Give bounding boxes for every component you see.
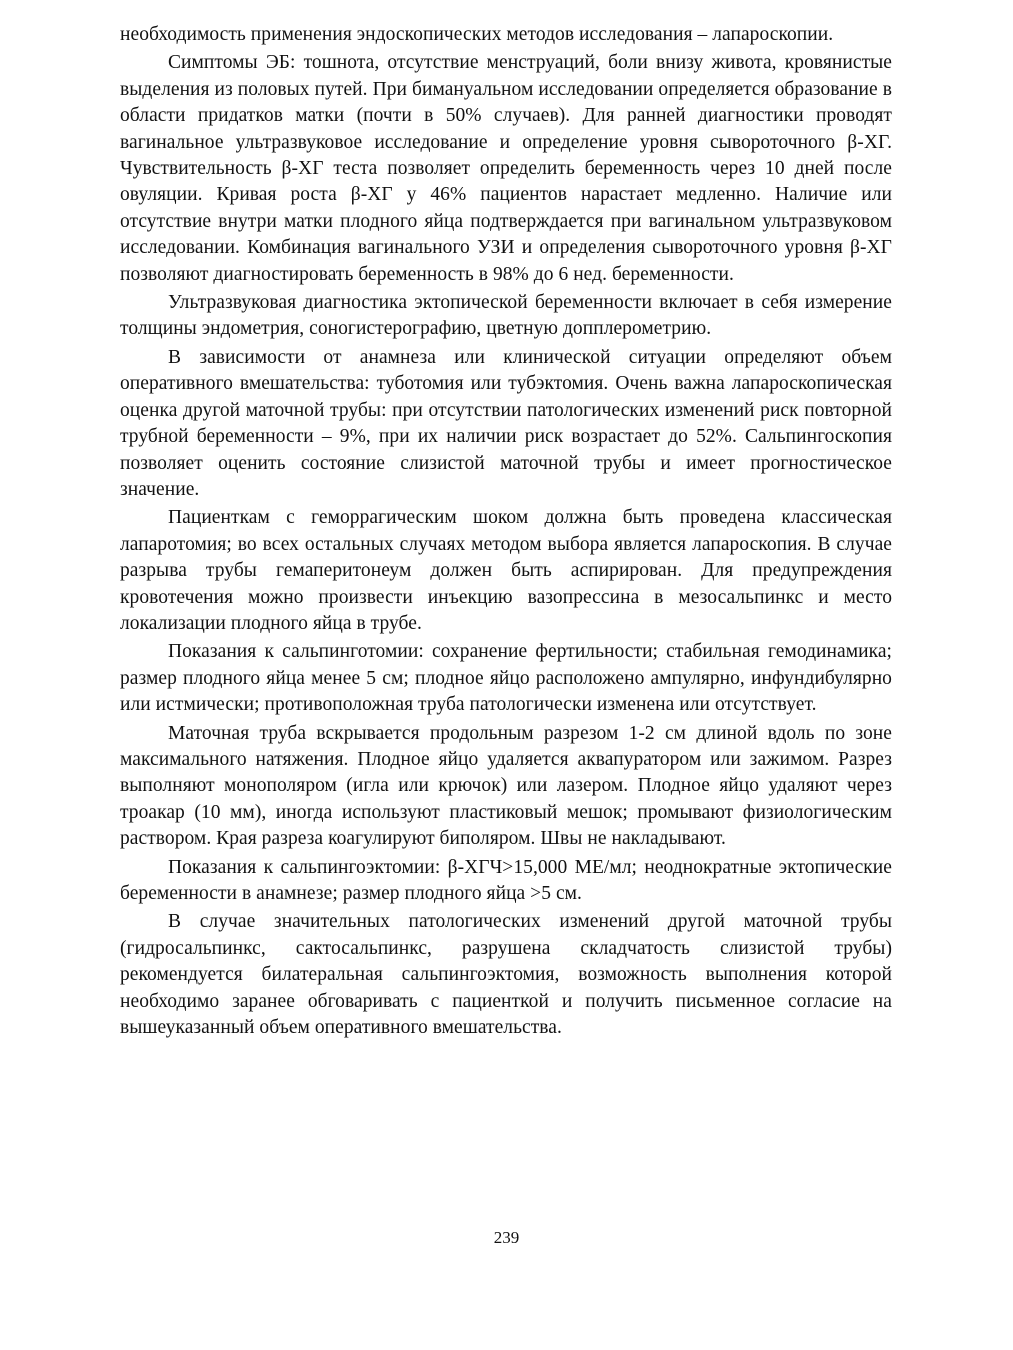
paragraph-symptoms: Симптомы ЭБ: тошнота, отсутствие менструаций, боли внизу живота, кровянистые выделения из половых путей. При бимануальном исследовании определяется образование в области придатков матки (почти в 50% случаев). Для ранней диагностики проводят вагинальное ультразвуковое исследование и определение уровня сывороточного β-ХГ. Чувствительность β-ХГ теста позволяет определить беременность через 10 дней после овуляции. Кривая роста β-ХГ у 46% пациентов нарастает медленно. Наличие или отсутствие внутри матки плодного яйца подтверждается при вагинальном ультразвуковом исследовании. Комбинация вагинального УЗИ и определения сывороточного уровня β-ХГ позволяют диагностировать беременность в 98% до 6 нед. беременности. — [120, 52, 892, 285]
page-body — [120, 22, 892, 1041]
paragraph-salpingotomy-technique: Маточная труба вскрывается продольным разрезом 1-2 см длиной вдоль по зоне максимального натяжения. Плодное яйцо удаляется аквапуратором или зажимом. Разрез выполняют монополяром (игла или крючок) или лазером. Плодное яйцо удаляют через троакар (10 мм), иногда используют пластиковый мешок; промывают физиологическим раствором. Края разреза коагулируют биполяром. Швы не накладывают. — [120, 722, 892, 850]
paragraph-bilateral-salpingectomy: В случае значительных патологических изменений другой маточной трубы (гидросальпинкс, сактосальпинкс, разрушена складчатость слизистой трубы) рекомендуется билатеральная сальпингоэктомия, возможность выполнения которой необходимо заранее обговаривать с пациенткой и получить письменное согласие на вышеуказанный объем оперативного вмешательства. — [120, 911, 892, 1039]
paragraph-continuation: необходимость применения эндоскопических методов исследования – лапароскопии. — [120, 24, 834, 45]
paragraph-salpingotomy-indications: Показания к сальпинготомии: сохранение фертильности; стабильная гемодинамика; размер плодного яйца менее 5 см; плодное яйцо расположено ампулярно, инфундибулярно или истмически; противоположная труба патологически изменена или отсутствует. — [120, 641, 892, 716]
paragraph-salpingectomy-indications: Показания к сальпингоэктомии: β-ХГЧ>15,000 МЕ/мл; неоднократные эктопические беременности в анамнезе; размер плодного яйца >5 см. — [120, 856, 892, 904]
page-number: 239 — [493, 1228, 520, 1247]
paragraph-surgery-scope: В зависимости от анамнеза или клинической ситуации определяют объем оперативного вмешательства: туботомия или тубэктомия. Очень важна лапароскопическая оценка другой маточной трубы: при отсутствии патологических изменений риск повторной трубной беременности – 9%, при их наличии риск возрастает до 52%. Сальпингоскопия позволяет оценить состояние слизистой маточной трубы и имеет прогностическое значение. — [120, 346, 892, 500]
paragraph-hemorrhagic-shock: Пациенткам с геморрагическим шоком должна быть проведена классическая лапаротомия; во всех остальных случаях методом выбора является лапароскопия. В случае разрыва трубы гемаперитонеум должен быть аспирирован. Для предупреждения кровотечения можно произвести инъекцию вазопрессина в мезосальпинкс и место локализации плодного яйца в трубе. — [120, 507, 892, 634]
paragraph-ultrasound: Ультразвуковая диагностика эктопической беременности включает в себя измерение толщины эндометрия, соногистерографию, цветную допплерометрию. — [120, 292, 892, 340]
